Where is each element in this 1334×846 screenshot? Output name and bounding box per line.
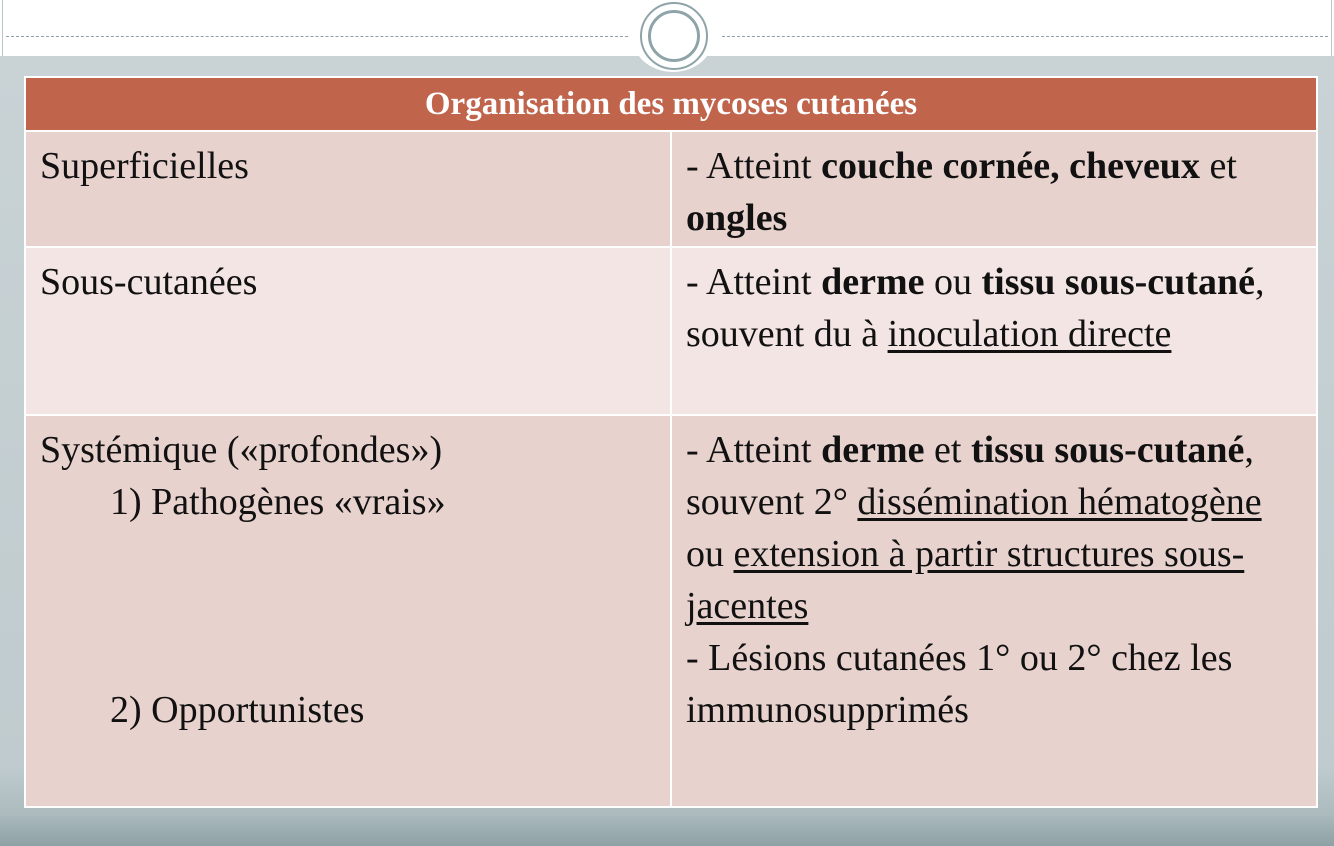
dashed-divider-right — [722, 36, 1328, 37]
desc-pathogenes — [686, 424, 1306, 632]
table-title: Organisation des mycoses cutanées — [25, 77, 1317, 131]
desc-bold: tissu sous-cutané — [970, 429, 1245, 471]
table-row — [25, 131, 1317, 247]
table-row — [25, 247, 1317, 415]
desc-bold: couche cornée, cheveux — [821, 145, 1200, 187]
spacer — [40, 580, 660, 632]
spacer — [40, 632, 660, 684]
mycosis-type-label: Systémique («profondes») — [40, 429, 443, 471]
circle-ornament-inner-icon — [648, 10, 700, 62]
desc-text: - Atteint — [686, 145, 822, 187]
subtype-pathogenes: 1) Pathogènes «vrais» — [110, 481, 446, 523]
desc-underline: dissémination hématogène — [857, 481, 1262, 523]
mycosis-type-cell — [25, 415, 671, 807]
desc-text: - Atteint — [686, 261, 822, 303]
desc-underline: inoculation directe — [887, 313, 1172, 355]
table-row — [25, 415, 1317, 807]
mycoses-table — [24, 76, 1318, 808]
desc-underline: extension à partir structures sous-jacentes — [686, 533, 1245, 627]
mycosis-type-cell: Sous-cutanées — [25, 247, 671, 415]
table-header-row — [25, 77, 1317, 131]
desc-opportunistes: - Lésions cutanées 1° ou 2° chez les immunosupprimés — [686, 637, 1233, 731]
desc-bold: derme — [821, 261, 925, 303]
desc-bold: derme — [821, 429, 925, 471]
slide-right-edge — [1331, 0, 1332, 56]
dashed-divider-left — [6, 36, 628, 37]
desc-text: ou — [686, 533, 734, 575]
subtype-opportunistes: 2) Opportunistes — [110, 689, 365, 731]
desc-bold: ongles — [686, 197, 788, 239]
slide-left-edge — [2, 0, 3, 56]
desc-text: - Atteint — [686, 429, 822, 471]
mycosis-description-cell — [671, 415, 1317, 807]
desc-text: ou — [924, 261, 982, 303]
desc-text: et — [924, 429, 971, 471]
desc-text: , souvent du à — [686, 261, 1265, 355]
slide-bottom-band — [0, 816, 1334, 846]
mycosis-type-cell: Superficielles — [25, 131, 671, 247]
mycosis-description-cell — [671, 131, 1317, 247]
spacer — [40, 528, 660, 580]
mycosis-description-cell — [671, 247, 1317, 415]
desc-bold: tissu sous-cutané — [981, 261, 1255, 303]
desc-text: et — [1199, 145, 1237, 187]
desc-text: , souvent 2° — [686, 429, 1254, 523]
